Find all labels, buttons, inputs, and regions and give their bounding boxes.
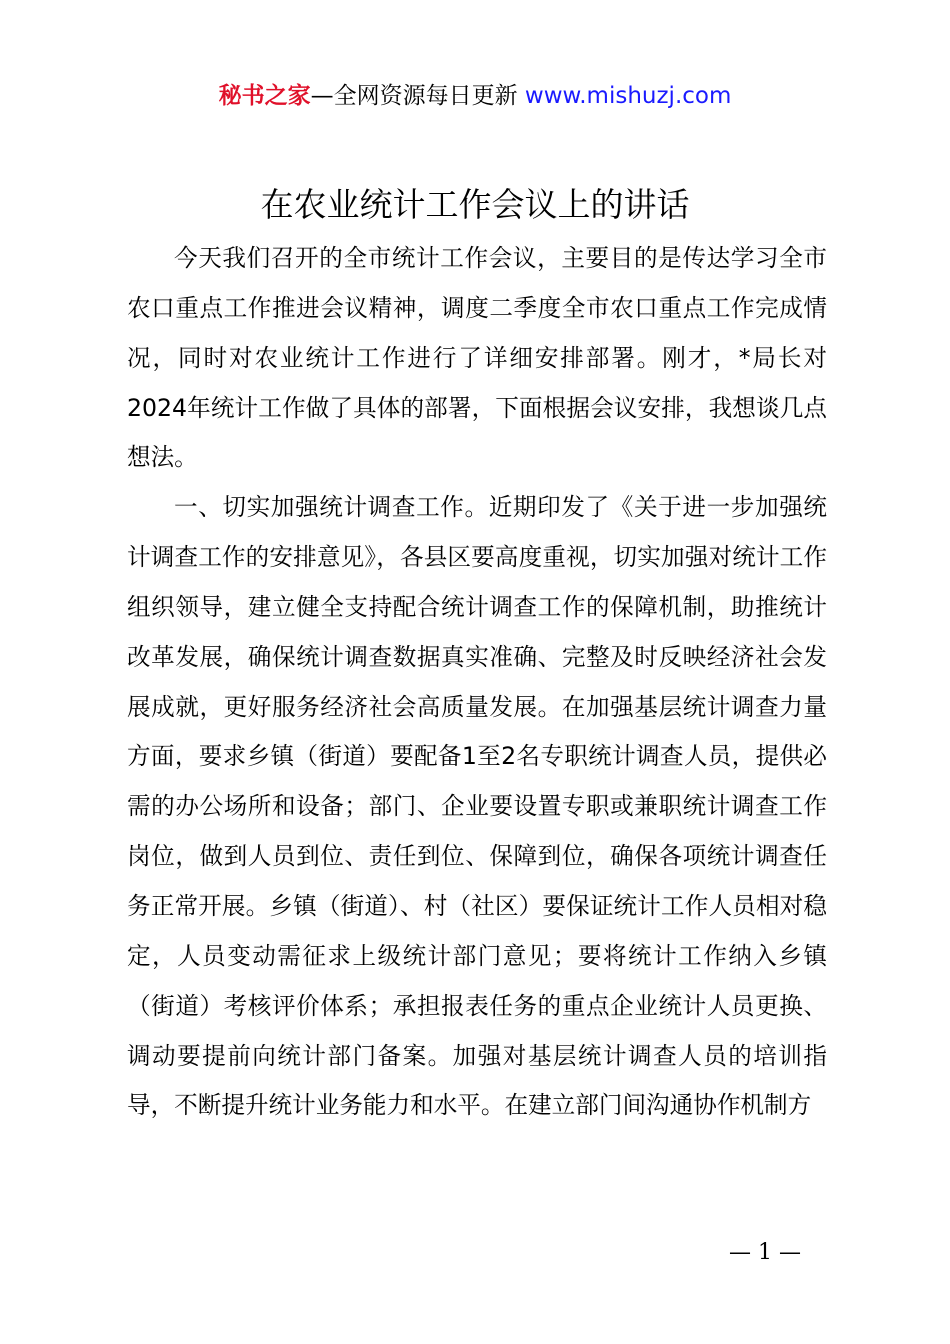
site-url-link[interactable]: www.mishuzj.com — [524, 83, 732, 109]
site-header — [0, 80, 950, 112]
paragraph-section-one: 一、切实加强统计调查工作。近期印发了《关于进一步加强统计调查工作的安排意见》，各县区要高度重视，切实加强对统计工作组织领导，建立健全支持配合统计调查工作的保障机制，助推统计改革发展，确保统计调查数据真实准确、完整及时反映经济社会发展成就，更好服务经济社会高质量发展。在加强基层统计调查力量方面，要求乡镇（街道）要配备1至2名专职统计调查人员，提供必需的办公场所和设备；部门、企业要设置专职或兼职统计调查工作岗位，做到人员到位、责任到位、保障到位，确保各项统计调查任务正常开展。乡镇（街道）、村（社区）要保证统计工作人员相对稳定，人员变动需征求上级统计部门意见；要将统计工作纳入乡镇（街道）考核评价体系；承担报表任务的重点企业统计人员更换、调动要提前向统计部门备案。加强对基层统计调查人员的培训指导，不断提升统计业务能力和水平。在建立部门间沟通协作机制方 — [127, 493, 827, 1120]
site-brand: 秘书之家 — [218, 83, 311, 109]
paragraph-intro: 今天我们召开的全市统计工作会议，主要目的是传达学习全市农口重点工作推进会议精神，调度二季度全市农口重点工作完成情况，同时对农业统计工作进行了详细安排部署。刚才，*局长对2024年统计工作做了具体的部署，下面根据会议安排，我想谈几点想法。 — [127, 244, 827, 472]
page-number: — 1 — — [729, 1240, 801, 1265]
document-title: 在农业统计工作会议上的讲话 — [260, 185, 690, 224]
site-tagline: —全网资源每日更新 — [310, 83, 525, 109]
document-body — [127, 234, 827, 1131]
